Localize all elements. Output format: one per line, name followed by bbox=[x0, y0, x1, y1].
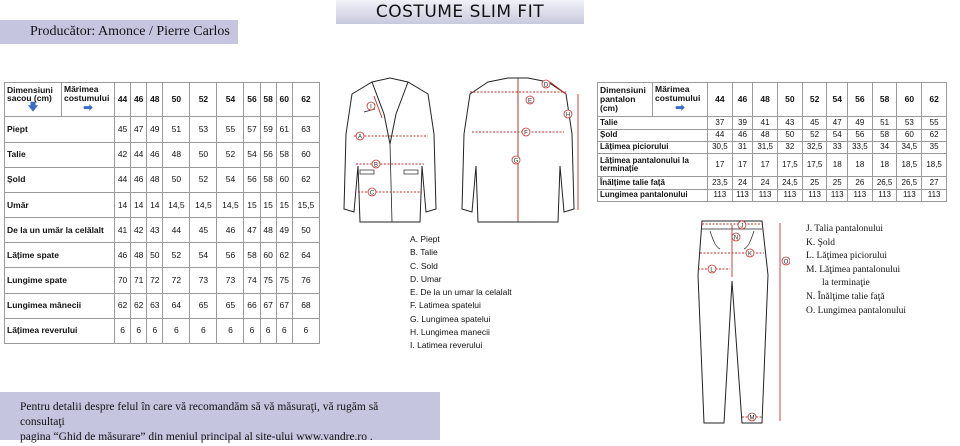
size-col: 44 bbox=[708, 83, 733, 117]
jacket-dim-header-text: Dimensiuni sacou (cm) bbox=[7, 84, 53, 104]
table-cell: 65 bbox=[217, 293, 244, 318]
footer-note bbox=[0, 392, 440, 443]
size-col: 50 bbox=[778, 83, 803, 117]
table-row bbox=[598, 141, 947, 153]
size-col: 50 bbox=[163, 83, 190, 117]
table-cell: 51 bbox=[872, 117, 897, 129]
label-d: D bbox=[543, 82, 549, 89]
row-label: Lățimea piciorului bbox=[598, 141, 708, 153]
table-cell: 17 bbox=[732, 154, 753, 177]
label-i: I bbox=[370, 104, 372, 111]
table-cell: 15 bbox=[260, 192, 276, 217]
size-col: 60 bbox=[276, 83, 292, 117]
table-cell: 72 bbox=[147, 268, 163, 293]
label-m: M bbox=[749, 415, 755, 422]
table-cell: 47 bbox=[131, 117, 147, 142]
table-cell: 49 bbox=[147, 117, 163, 142]
table-cell: 17 bbox=[753, 154, 778, 177]
table-cell: 14 bbox=[115, 192, 131, 217]
table-cell: 53 bbox=[190, 117, 217, 142]
size-col: 56 bbox=[244, 83, 260, 117]
table-cell: 17,5 bbox=[778, 154, 803, 177]
table-cell: 46 bbox=[147, 142, 163, 167]
pants-size-header bbox=[653, 83, 708, 117]
table-cell: 35 bbox=[922, 141, 947, 153]
table-cell: 33,5 bbox=[848, 141, 873, 153]
legend-item: M. Lăţimea pantalonului bbox=[806, 264, 901, 275]
table-cell: 44 bbox=[708, 129, 733, 141]
legend-item: A. Piept bbox=[410, 234, 440, 244]
table-cell: 113 bbox=[732, 189, 753, 201]
table-cell: 14 bbox=[147, 192, 163, 217]
table-cell: 25 bbox=[827, 177, 848, 189]
table-cell: 58 bbox=[276, 142, 292, 167]
legend-item: la terminaţie bbox=[822, 278, 870, 289]
table-cell: 6 bbox=[115, 318, 131, 343]
table-cell: 26,5 bbox=[872, 177, 897, 189]
table-cell: 55 bbox=[217, 117, 244, 142]
table-cell: 15,5 bbox=[292, 192, 319, 217]
legend-item: E. De la un umar la celalalt bbox=[410, 287, 512, 298]
table-cell: 50 bbox=[147, 243, 163, 268]
table-row bbox=[5, 268, 320, 293]
table-cell: 33 bbox=[827, 141, 848, 153]
row-label: Lățimea reverului bbox=[5, 318, 115, 343]
label-j: J bbox=[740, 223, 744, 230]
table-cell: 41 bbox=[115, 218, 131, 243]
table-cell: 23,5 bbox=[708, 177, 733, 189]
table-cell: 48 bbox=[147, 167, 163, 192]
table-cell: 48 bbox=[260, 218, 276, 243]
table-cell: 53 bbox=[897, 117, 922, 129]
row-label: Piept bbox=[5, 117, 115, 142]
legend-item: O. Lungimea pantalonului bbox=[806, 305, 906, 316]
table-cell: 18 bbox=[872, 154, 897, 177]
table-cell: 18 bbox=[848, 154, 873, 177]
label-b: B bbox=[373, 162, 379, 169]
table-cell: 34 bbox=[872, 141, 897, 153]
table-cell: 50 bbox=[292, 218, 319, 243]
table-cell: 62 bbox=[292, 167, 319, 192]
table-cell: 43 bbox=[147, 218, 163, 243]
table-cell: 62 bbox=[922, 129, 947, 141]
pants-table-header bbox=[598, 83, 947, 117]
table-cell: 58 bbox=[260, 167, 276, 192]
table-cell: 6 bbox=[190, 318, 217, 343]
title-band bbox=[336, 0, 584, 24]
table-cell: 64 bbox=[292, 243, 319, 268]
pants-size-table bbox=[597, 82, 947, 202]
table-cell: 54 bbox=[190, 243, 217, 268]
table-cell: 49 bbox=[848, 117, 873, 129]
table-cell: 31 bbox=[732, 141, 753, 153]
table-cell: 48 bbox=[753, 129, 778, 141]
table-cell: 15 bbox=[276, 192, 292, 217]
table-cell: 55 bbox=[922, 117, 947, 129]
table-cell: 25 bbox=[802, 177, 827, 189]
label-k: K bbox=[747, 251, 753, 258]
legend-item: B. Talie bbox=[410, 247, 438, 258]
table-cell: 31,5 bbox=[753, 141, 778, 153]
row-label: Înălțime talie față bbox=[598, 177, 708, 189]
jacket-dim-header bbox=[5, 83, 62, 117]
table-cell: 67 bbox=[260, 293, 276, 318]
table-cell: 50 bbox=[778, 129, 803, 141]
table-cell: 30,5 bbox=[708, 141, 733, 153]
table-cell: 44 bbox=[131, 142, 147, 167]
row-label: Șold bbox=[5, 167, 115, 192]
label-o: O bbox=[783, 259, 789, 266]
table-cell: 6 bbox=[244, 318, 260, 343]
table-cell: 68 bbox=[292, 293, 319, 318]
jacket-legend bbox=[410, 233, 512, 353]
table-cell: 46 bbox=[131, 167, 147, 192]
pants-dim-header bbox=[598, 83, 653, 117]
table-row bbox=[5, 293, 320, 318]
table-row bbox=[598, 177, 947, 189]
table-cell: 45 bbox=[115, 117, 131, 142]
jacket-table-header bbox=[5, 83, 320, 117]
table-cell: 62 bbox=[115, 293, 131, 318]
size-col: 54 bbox=[827, 83, 848, 117]
table-row bbox=[5, 318, 320, 343]
table-cell: 6 bbox=[163, 318, 190, 343]
label-e: E bbox=[527, 98, 533, 105]
table-cell: 54 bbox=[244, 142, 260, 167]
table-cell: 52 bbox=[190, 167, 217, 192]
row-label: Lungimea mânecii bbox=[5, 293, 115, 318]
size-col: 48 bbox=[147, 83, 163, 117]
label-l: L bbox=[710, 267, 714, 274]
table-cell: 60 bbox=[276, 167, 292, 192]
pants-legend bbox=[806, 223, 906, 318]
table-cell: 14 bbox=[131, 192, 147, 217]
table-cell: 62 bbox=[276, 243, 292, 268]
size-col: 52 bbox=[802, 83, 827, 117]
table-cell: 41 bbox=[753, 117, 778, 129]
table-cell: 6 bbox=[217, 318, 244, 343]
table-cell: 113 bbox=[848, 189, 873, 201]
table-cell: 26,5 bbox=[897, 177, 922, 189]
table-cell: 50 bbox=[190, 142, 217, 167]
jacket-front-diagram bbox=[340, 74, 440, 224]
row-label: De la un umăr la celălalt bbox=[5, 218, 115, 243]
table-cell: 45 bbox=[802, 117, 827, 129]
table-cell: 17,5 bbox=[802, 154, 827, 177]
table-cell: 75 bbox=[276, 268, 292, 293]
table-cell: 51 bbox=[163, 117, 190, 142]
legend-item: C. Sold bbox=[410, 260, 438, 271]
size-col: 48 bbox=[753, 83, 778, 117]
table-cell: 32 bbox=[778, 141, 803, 153]
table-cell: 43 bbox=[778, 117, 803, 129]
table-cell: 113 bbox=[872, 189, 897, 201]
table-cell: 46 bbox=[115, 243, 131, 268]
table-cell: 54 bbox=[217, 167, 244, 192]
jacket-table-body bbox=[5, 117, 320, 344]
table-cell: 72 bbox=[163, 268, 190, 293]
table-cell: 44 bbox=[163, 218, 190, 243]
table-cell: 32,5 bbox=[802, 141, 827, 153]
row-label: Umăr bbox=[5, 192, 115, 217]
legend-item: D. Umar bbox=[410, 273, 442, 284]
table-cell: 73 bbox=[190, 268, 217, 293]
size-col: 54 bbox=[217, 83, 244, 117]
table-cell: 6 bbox=[276, 318, 292, 343]
table-cell: 18,5 bbox=[922, 154, 947, 177]
table-row bbox=[5, 218, 320, 243]
table-cell: 67 bbox=[276, 293, 292, 318]
table-cell: 113 bbox=[778, 189, 803, 201]
table-row bbox=[5, 117, 320, 142]
table-cell: 113 bbox=[802, 189, 827, 201]
label-a: A bbox=[357, 134, 363, 141]
table-cell: 56 bbox=[217, 243, 244, 268]
table-cell: 56 bbox=[244, 167, 260, 192]
table-cell: 45 bbox=[190, 218, 217, 243]
row-label: Lățimea pantalonului la terminație bbox=[598, 154, 708, 177]
table-cell: 60 bbox=[292, 142, 319, 167]
table-cell: 52 bbox=[163, 243, 190, 268]
legend-item: L. Lăţimea piciorului bbox=[806, 251, 887, 262]
table-cell: 58 bbox=[244, 243, 260, 268]
table-cell: 52 bbox=[217, 142, 244, 167]
size-col: 46 bbox=[732, 83, 753, 117]
table-cell: 24 bbox=[732, 177, 753, 189]
table-cell: 113 bbox=[827, 189, 848, 201]
legend-item: J. Talia pantalonului bbox=[806, 224, 883, 234]
pants-table-body bbox=[598, 117, 947, 202]
table-cell: 14,5 bbox=[190, 192, 217, 217]
legend-item: H. Lungimea manecii bbox=[410, 327, 490, 338]
label-h: H bbox=[565, 112, 571, 119]
size-col: 56 bbox=[848, 83, 873, 117]
table-cell: 47 bbox=[827, 117, 848, 129]
table-cell: 63 bbox=[292, 117, 319, 142]
jacket-size-table bbox=[4, 82, 320, 344]
table-cell: 46 bbox=[732, 129, 753, 141]
size-col: 52 bbox=[190, 83, 217, 117]
row-label: Lungimea pantalonului bbox=[598, 189, 708, 201]
table-row bbox=[598, 129, 947, 141]
table-cell: 74 bbox=[244, 268, 260, 293]
size-col: 58 bbox=[872, 83, 897, 117]
table-cell: 24 bbox=[753, 177, 778, 189]
producer-label: Producător: Amonce / Pierre Carlos bbox=[0, 20, 238, 44]
table-cell: 61 bbox=[276, 117, 292, 142]
jacket-back-diagram bbox=[458, 74, 588, 224]
footer-line: Pentru detalii despre felul în care vă recomandăm să vă măsuraţi, vă rugăm să consultaţi bbox=[20, 401, 379, 428]
page-title: COSTUME SLIM FIT bbox=[375, 2, 545, 22]
table-row bbox=[598, 189, 947, 201]
table-cell: 39 bbox=[732, 117, 753, 129]
table-cell: 15 bbox=[244, 192, 260, 217]
table-cell: 113 bbox=[897, 189, 922, 201]
table-cell: 18 bbox=[827, 154, 848, 177]
arrow-right-icon: ➡ bbox=[83, 101, 93, 114]
size-col: 62 bbox=[922, 83, 947, 117]
pants-size-header-text: Mărimea costumului bbox=[655, 84, 701, 103]
table-row bbox=[598, 154, 947, 177]
table-cell: 62 bbox=[131, 293, 147, 318]
table-cell: 14,5 bbox=[217, 192, 244, 217]
pants-diagram bbox=[690, 215, 790, 433]
table-cell: 57 bbox=[244, 117, 260, 142]
jacket-size-header-text: Mărimea costumului bbox=[64, 84, 110, 103]
legend-item: F. Latimea spatelui bbox=[410, 300, 481, 311]
label-g: G bbox=[513, 158, 519, 165]
table-cell: 113 bbox=[708, 189, 733, 201]
table-cell: 113 bbox=[922, 189, 947, 201]
table-cell: 44 bbox=[115, 167, 131, 192]
row-label: Lățime spate bbox=[5, 243, 115, 268]
table-cell: 52 bbox=[802, 129, 827, 141]
table-cell: 18,5 bbox=[897, 154, 922, 177]
table-cell: 6 bbox=[131, 318, 147, 343]
table-cell: 56 bbox=[848, 129, 873, 141]
table-cell: 24,5 bbox=[778, 177, 803, 189]
table-cell: 60 bbox=[897, 129, 922, 141]
table-cell: 37 bbox=[708, 117, 733, 129]
table-cell: 75 bbox=[260, 268, 276, 293]
table-cell: 42 bbox=[131, 218, 147, 243]
label-n: N bbox=[733, 235, 739, 242]
arrow-right-icon: ➡ bbox=[675, 101, 685, 114]
table-row bbox=[5, 142, 320, 167]
table-cell: 63 bbox=[147, 293, 163, 318]
label-c: C bbox=[369, 190, 375, 197]
table-cell: 6 bbox=[260, 318, 276, 343]
footer-line: pagina “Ghid de măsurare” din meniul principal al site-ului www.vandre.ro . bbox=[20, 431, 373, 443]
legend-item: G. Lungimea spatelui bbox=[410, 313, 491, 324]
table-cell: 56 bbox=[260, 142, 276, 167]
table-row bbox=[5, 192, 320, 217]
row-label: Lungime spate bbox=[5, 268, 115, 293]
table-row bbox=[598, 117, 947, 129]
table-cell: 27 bbox=[922, 177, 947, 189]
size-col: 58 bbox=[260, 83, 276, 117]
table-cell: 48 bbox=[131, 243, 147, 268]
table-cell: 17 bbox=[708, 154, 733, 177]
table-cell: 42 bbox=[115, 142, 131, 167]
legend-item: N. Înălţime talie faţă bbox=[806, 291, 885, 302]
table-cell: 65 bbox=[190, 293, 217, 318]
table-row bbox=[5, 243, 320, 268]
arrow-down-icon: 🡇 bbox=[27, 102, 39, 114]
table-cell: 60 bbox=[260, 243, 276, 268]
table-cell: 50 bbox=[163, 167, 190, 192]
table-cell: 64 bbox=[163, 293, 190, 318]
size-col: 60 bbox=[897, 83, 922, 117]
table-cell: 46 bbox=[217, 218, 244, 243]
table-cell: 26 bbox=[848, 177, 873, 189]
table-cell: 71 bbox=[131, 268, 147, 293]
table-cell: 49 bbox=[276, 218, 292, 243]
table-cell: 48 bbox=[163, 142, 190, 167]
table-cell: 113 bbox=[753, 189, 778, 201]
table-cell: 14,5 bbox=[163, 192, 190, 217]
table-cell: 6 bbox=[147, 318, 163, 343]
jacket-size-header bbox=[62, 83, 115, 117]
label-f: F bbox=[524, 130, 528, 137]
size-col: 62 bbox=[292, 83, 319, 117]
size-col: 44 bbox=[115, 83, 131, 117]
table-cell: 73 bbox=[217, 268, 244, 293]
legend-item: I. Latimea reverului bbox=[410, 340, 483, 351]
table-cell: 54 bbox=[827, 129, 848, 141]
table-cell: 47 bbox=[244, 218, 260, 243]
size-col: 46 bbox=[131, 83, 147, 117]
table-cell: 76 bbox=[292, 268, 319, 293]
row-label: Talie bbox=[5, 142, 115, 167]
legend-item: K. Şold bbox=[806, 237, 836, 248]
pants-dim-header-text: Dimensiuni pantalon (cm) bbox=[600, 85, 646, 114]
row-label: Talie bbox=[598, 117, 708, 129]
table-cell: 59 bbox=[260, 117, 276, 142]
table-cell: 66 bbox=[244, 293, 260, 318]
row-label: Șold bbox=[598, 129, 708, 141]
table-cell: 58 bbox=[872, 129, 897, 141]
table-cell: 70 bbox=[115, 268, 131, 293]
table-row bbox=[5, 167, 320, 192]
table-cell: 34,5 bbox=[897, 141, 922, 153]
table-cell: 6 bbox=[292, 318, 319, 343]
